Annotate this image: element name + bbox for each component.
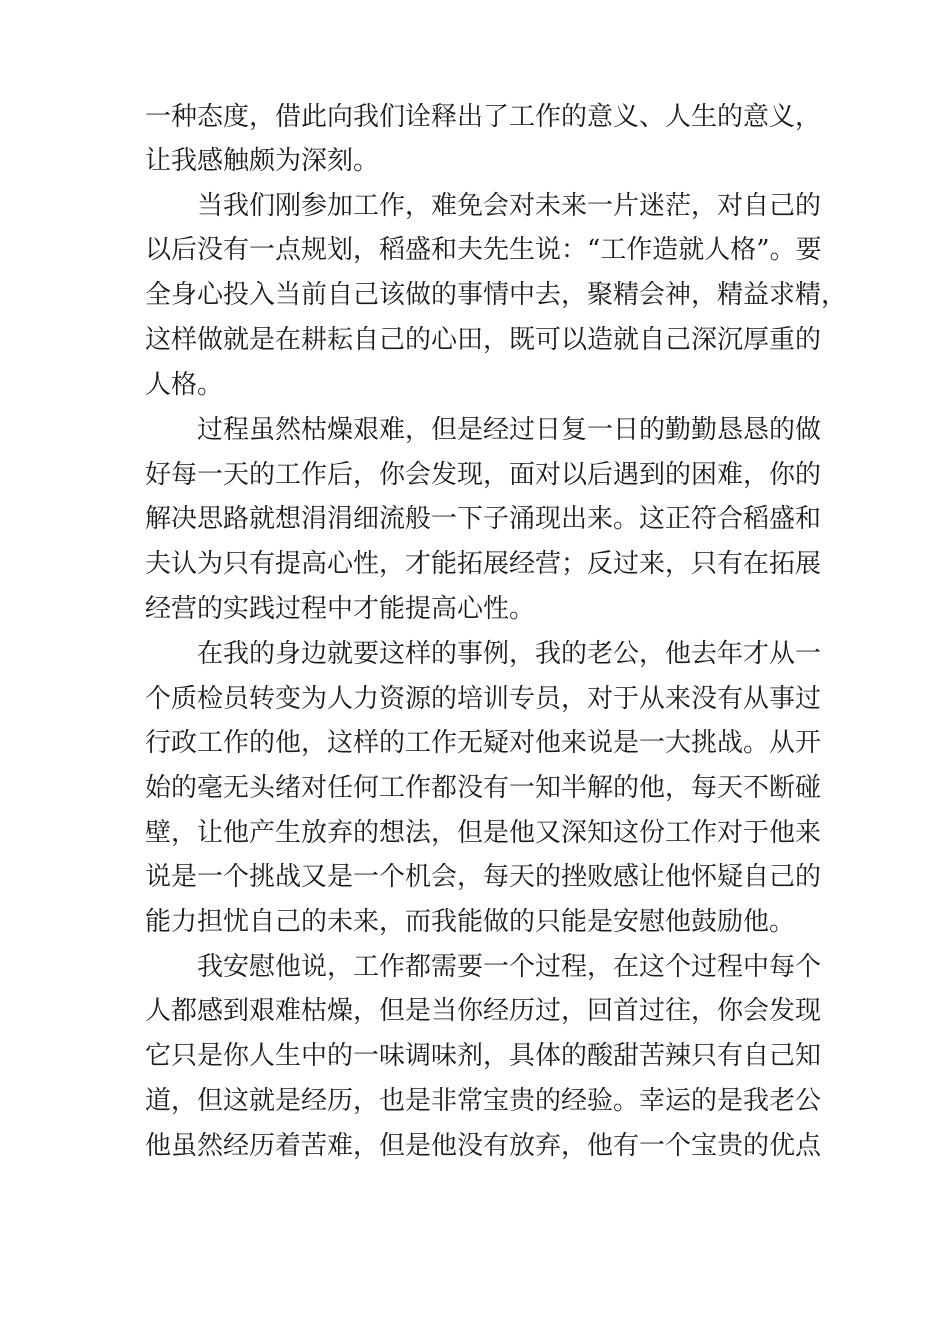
text-line: 能力担忧自己的未来，而我能做的只能是安慰他鼓励他。 xyxy=(145,907,796,937)
paragraph-first-line: 在我的身边就要这样的事例，我的老公，他去年才从一 xyxy=(197,639,822,669)
paragraph-first-line: 我安慰他说，工作都需要一个过程，在这个过程中每个 xyxy=(197,952,822,982)
text-line: 它只是你人生中的一味调味剂，具体的酸甜苦辣只有自己知 xyxy=(145,1041,822,1071)
text-line: 让我感触颇为深刻。 xyxy=(145,146,380,176)
text-line: 全身心投入当前自己该做的事情中去，聚精会神，精益求精， xyxy=(145,280,848,310)
text-line: 道，但这就是经历，也是非常宝贵的经验。幸运的是我老公 xyxy=(145,1086,822,1116)
text-line: 说是一个挑战又是一个机会，每天的挫败感让他怀疑自己的 xyxy=(145,862,822,892)
text-line: 他虽然经历着苦难，但是他没有放弃，他有一个宝贵的优点 xyxy=(145,1131,822,1161)
text-line: 人都感到艰难枯燥，但是当你经历过，回首过往，你会发现 xyxy=(145,996,822,1026)
text-line: 始的毫无头绪对任何工作都没有一知半解的他，每天不断碰 xyxy=(145,773,822,803)
text-line: 夫认为只有提高心性，才能拓展经营；反过来，只有在拓展 xyxy=(145,549,822,579)
text-line: 行政工作的他，这样的工作无疑对他来说是一大挑战。从开 xyxy=(145,728,822,758)
text-line: 一种态度，借此向我们诠释出了工作的意义、人生的意义， xyxy=(145,102,822,132)
text-line: 人格。 xyxy=(145,370,224,400)
text-line: 经营的实践过程中才能提高心性。 xyxy=(145,594,536,624)
text-line: 解决思路就想涓涓细流般一下子涌现出来。这正符合稻盛和 xyxy=(145,504,822,534)
paragraph-first-line: 过程虽然枯燥艰难，但是经过日复一日的勤勤恳恳的做 xyxy=(197,415,822,445)
text-line: 壁，让他产生放弃的想法，但是他又深知这份工作对于他来 xyxy=(145,818,822,848)
text-line: 这样做就是在耕耘自己的心田，既可以造就自己深沉厚重的 xyxy=(145,325,822,355)
text-line: 个质检员转变为人力资源的培训专员，对于从来没有从事过 xyxy=(145,684,822,714)
paragraph-first-line: 当我们刚参加工作，难免会对未来一片迷茫，对自己的 xyxy=(197,191,822,221)
text-line: 好每一天的工作后，你会发现，面对以后遇到的困难，你的 xyxy=(145,460,822,490)
text-line: 以后没有一点规划，稻盛和夫先生说：“工作造就人格”。要 xyxy=(145,235,822,265)
